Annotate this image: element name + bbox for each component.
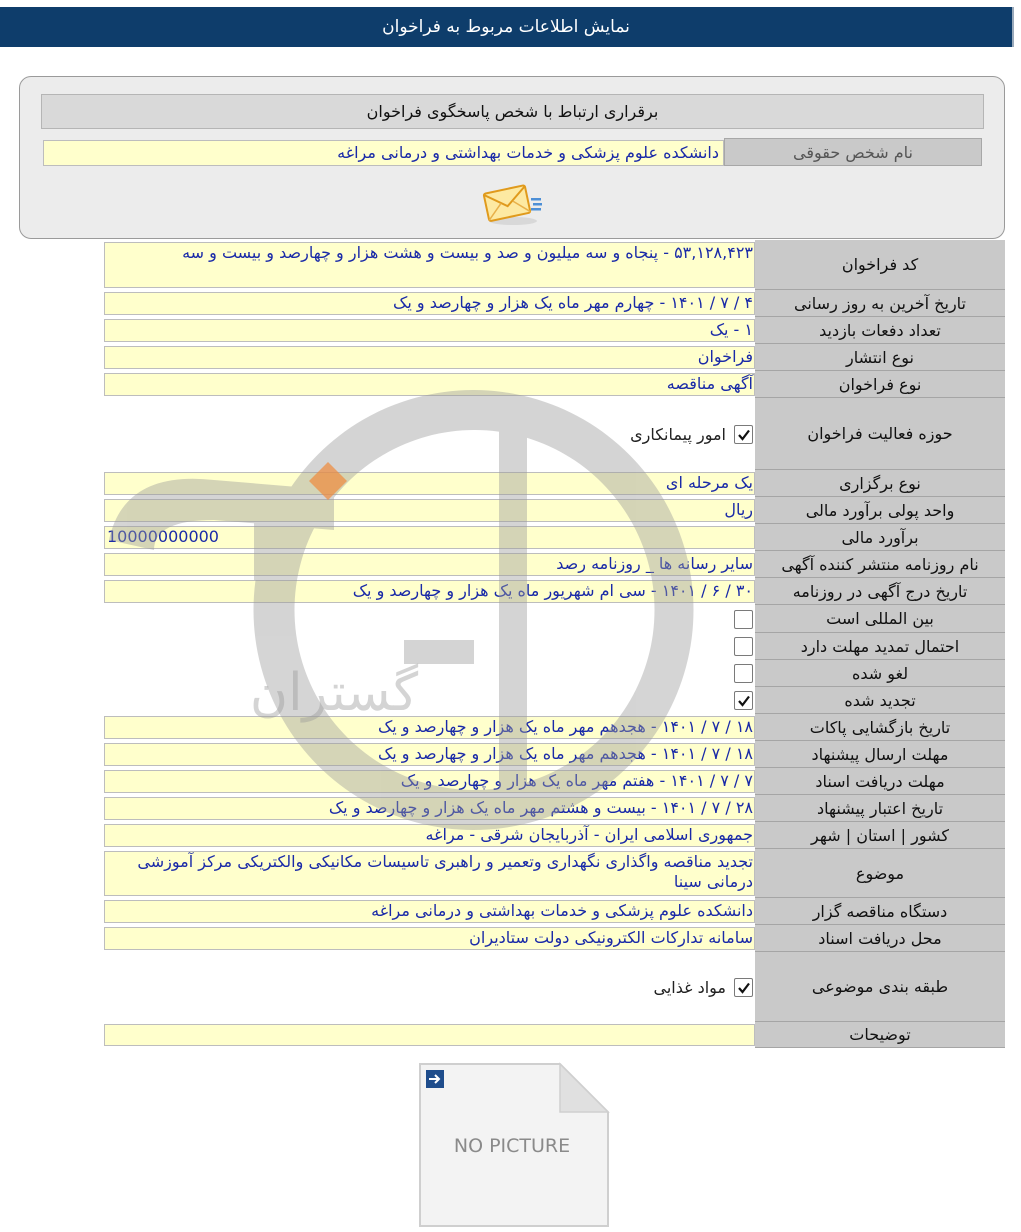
category-options bbox=[104, 952, 755, 1022]
notes-label: توضیحات bbox=[755, 1022, 1005, 1048]
call-type-label: نوع فراخوان bbox=[755, 371, 1005, 398]
envelope-icon[interactable] bbox=[480, 181, 546, 227]
contact-title: برقراری ارتباط با شخص پاسخگوی فراخوان bbox=[41, 94, 984, 129]
activity-option-label: امور پیمانکاری bbox=[630, 424, 726, 444]
contact-row bbox=[41, 138, 982, 166]
cancelled-checkbox[interactable] bbox=[734, 664, 753, 683]
subject-label: موضوع bbox=[755, 849, 1005, 898]
location-label: کشور | استان | شهر bbox=[755, 822, 1005, 849]
activity-label: حوزه فعالیت فراخوان bbox=[755, 398, 1005, 470]
renewed-checkbox[interactable] bbox=[734, 691, 753, 710]
validity-value: ۲۸ / ۷ / ۱۴۰۱ - بیست و هشتم مهر ماه یک هزار و چهارصد و یک bbox=[104, 797, 755, 820]
validity-label: تاریخ اعتبار پیشنهاد bbox=[755, 795, 1005, 822]
legal-person-value: دانشکده علوم پزشکی و خدمات بهداشتی و درمانی مراغه bbox=[43, 140, 724, 166]
row-call-type bbox=[104, 371, 1005, 398]
row-location bbox=[104, 822, 1005, 849]
details-table bbox=[104, 240, 1005, 1048]
organizer-value: دانشکده علوم پزشکی و خدمات بهداشتی و درمانی مراغه bbox=[104, 900, 755, 923]
row-visits bbox=[104, 317, 1005, 344]
newspaper-value: سایر رسانه ها _ روزنامه رصد bbox=[104, 553, 755, 576]
row-estimate bbox=[104, 524, 1005, 551]
currency-label: واحد پولی برآورد مالی bbox=[755, 497, 1005, 524]
newspaper-date-label: تاریخ درج آگهی در روزنامه bbox=[755, 578, 1005, 605]
visits-label: تعداد دفعات بازدید bbox=[755, 317, 1005, 344]
code-label: کد فراخوان bbox=[755, 240, 1005, 290]
row-currency bbox=[104, 497, 1005, 524]
row-activity bbox=[104, 398, 1005, 470]
location-value: جمهوری اسلامی ایران - آذربایجان شرقی - مراغه bbox=[104, 824, 755, 847]
extension-label: احتمال تمدید مهلت دارد bbox=[755, 633, 1005, 660]
international-checkbox[interactable] bbox=[734, 610, 753, 629]
page-title: نمایش اطلاعات مربوط به فراخوان bbox=[382, 17, 630, 37]
contact-panel bbox=[19, 76, 1005, 239]
opening-date-label: تاریخ بازگشایی پاکات bbox=[755, 714, 1005, 741]
row-submit-deadline bbox=[104, 741, 1005, 768]
opening-date-value: ۱۸ / ۷ / ۱۴۰۱ - هجدهم مهر ماه یک هزار و چهارصد و یک bbox=[104, 716, 755, 739]
row-newspaper bbox=[104, 551, 1005, 578]
activity-options bbox=[104, 398, 755, 470]
cancelled-label: لغو شده bbox=[755, 660, 1005, 687]
last-update-value: ۴ / ۷ / ۱۴۰۱ - چهارم مهر ماه یک هزار و چهارصد و یک bbox=[104, 292, 755, 315]
row-validity bbox=[104, 795, 1005, 822]
international-label: بین المللی است bbox=[755, 605, 1005, 633]
row-last-update bbox=[104, 290, 1005, 317]
row-subject bbox=[104, 849, 1005, 898]
submit-deadline-label: مهلت ارسال پیشنهاد bbox=[755, 741, 1005, 768]
notes-value bbox=[104, 1024, 755, 1046]
row-extension bbox=[104, 633, 1005, 660]
estimate-label: برآورد مالی bbox=[755, 524, 1005, 551]
activity-checkbox[interactable] bbox=[734, 425, 753, 444]
row-doc-place bbox=[104, 925, 1005, 952]
renewed-label: تجدید شده bbox=[755, 687, 1005, 714]
submit-deadline-value: ۱۸ / ۷ / ۱۴۰۱ - هجدهم مهر ماه یک هزار و چهارصد و یک bbox=[104, 743, 755, 766]
estimate-value: 10000000000 bbox=[104, 526, 755, 549]
doc-place-value: سامانه تدارکات الکترونیکی دولت ستادیران bbox=[104, 927, 755, 950]
page-header bbox=[0, 7, 1014, 47]
visits-value: ۱ - یک bbox=[104, 319, 755, 342]
code-value: ۵۳,۱۲۸,۴۲۳ - پنجاه و سه میلیون و صد و بیست و هشت هزار و چهارصد و بیست و سه bbox=[104, 242, 755, 288]
newspaper-label: نام روزنامه منتشر کننده آگهی bbox=[755, 551, 1005, 578]
legal-person-label: نام شخص حقوقی bbox=[724, 138, 982, 166]
row-category bbox=[104, 952, 1005, 1022]
organizer-label: دستگاه مناقصه گزار bbox=[755, 898, 1005, 925]
category-checkbox[interactable] bbox=[734, 978, 753, 997]
watermark-text: گستران bbox=[249, 663, 419, 723]
no-picture-text: NO PICTURE bbox=[453, 1135, 571, 1157]
row-newspaper-date bbox=[104, 578, 1005, 605]
row-notes bbox=[104, 1022, 1005, 1048]
row-renewed bbox=[104, 687, 1005, 714]
doc-place-label: محل دریافت اسناد bbox=[755, 925, 1005, 952]
publish-type-label: نوع انتشار bbox=[755, 344, 1005, 371]
newspaper-date-value: ۳۰ / ۶ / ۱۴۰۱ - سی ام شهریور ماه یک هزار و چهارصد و یک bbox=[104, 580, 755, 603]
currency-value: ریال bbox=[104, 499, 755, 522]
doc-deadline-value: ۷ / ۷ / ۱۴۰۱ - هفتم مهر ماه یک هزار و چهارصد و یک bbox=[104, 770, 755, 793]
extension-checkbox[interactable] bbox=[734, 637, 753, 656]
row-code bbox=[104, 240, 1005, 290]
row-holding-type bbox=[104, 470, 1005, 497]
holding-type-label: نوع برگزاری bbox=[755, 470, 1005, 497]
category-label: طبقه بندی موضوعی bbox=[755, 952, 1005, 1022]
no-picture-image bbox=[418, 1062, 610, 1228]
subject-value: تجدید مناقصه واگذاری نگهداری وتعمیر و راهبری تاسیسات مکانیکی والکتریکی مرکز آموزشی درمانی سینا bbox=[104, 851, 755, 896]
row-organizer bbox=[104, 898, 1005, 925]
call-type-value: آگهی مناقصه bbox=[104, 373, 755, 396]
publish-type-value: فراخوان bbox=[104, 346, 755, 369]
row-doc-deadline bbox=[104, 768, 1005, 795]
row-opening-date bbox=[104, 714, 1005, 741]
last-update-label: تاریخ آخرین به روز رسانی bbox=[755, 290, 1005, 317]
category-option-label: مواد غذایی bbox=[653, 977, 726, 997]
no-picture-icon bbox=[418, 1062, 610, 1228]
holding-type-value: یک مرحله ای bbox=[104, 472, 755, 495]
row-cancelled bbox=[104, 660, 1005, 687]
doc-deadline-label: مهلت دریافت اسناد bbox=[755, 768, 1005, 795]
row-international bbox=[104, 605, 1005, 633]
row-publish-type bbox=[104, 344, 1005, 371]
